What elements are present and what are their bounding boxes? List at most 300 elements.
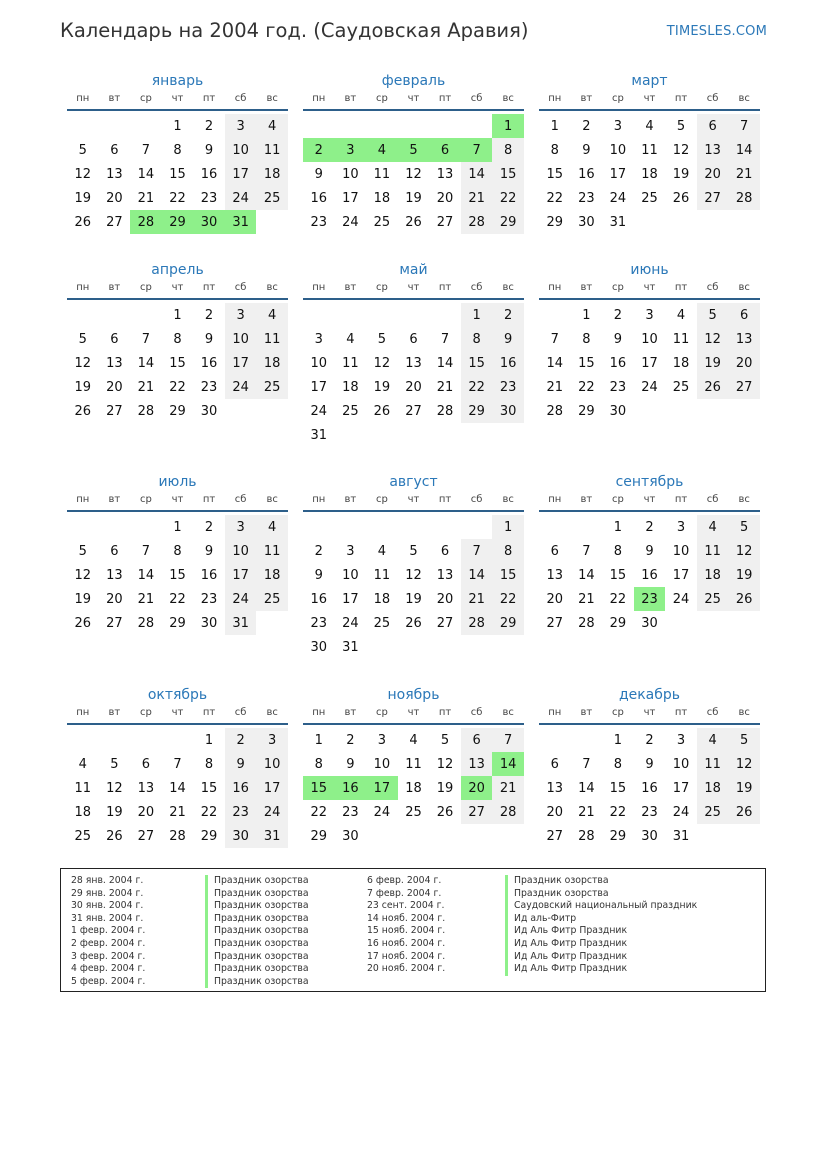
day-cell[interactable]: 22 — [546, 190, 564, 206]
day-cell[interactable]: 22 — [169, 190, 186, 206]
day-cell[interactable]: 19 — [672, 166, 690, 182]
day-cell[interactable]: 18 — [373, 190, 391, 206]
holiday-day-cell[interactable]: 4 — [366, 138, 398, 162]
day-cell[interactable]: 18 — [256, 162, 288, 186]
day-cell[interactable]: 30 — [609, 403, 627, 419]
day-cell[interactable]: 20 — [106, 591, 123, 607]
day-cell[interactable]: 17 — [609, 166, 627, 182]
day-cell[interactable]: 12 — [74, 567, 92, 583]
day-cell[interactable]: 14 — [137, 355, 155, 371]
day-cell[interactable]: 18 — [641, 166, 658, 182]
holiday-day-cell[interactable]: 2 — [303, 138, 335, 162]
day-cell[interactable]: 23 — [492, 375, 524, 399]
day-cell[interactable]: 30 — [578, 214, 595, 230]
day-cell[interactable]: 12 — [405, 567, 422, 583]
day-cell[interactable]: 25 — [256, 587, 288, 611]
day-cell[interactable]: 12 — [405, 166, 422, 182]
day-cell[interactable]: 31 — [672, 828, 690, 844]
day-cell[interactable]: 10 — [342, 166, 359, 182]
day-cell[interactable]: 9 — [204, 331, 214, 347]
day-cell[interactable]: 13 — [546, 567, 564, 583]
day-cell[interactable]: 18 — [256, 351, 288, 375]
day-cell[interactable]: 30 — [641, 615, 658, 631]
day-cell[interactable]: 21 — [461, 587, 493, 611]
day-cell[interactable]: 2 — [225, 728, 257, 752]
day-cell[interactable]: 9 — [225, 752, 257, 776]
day-cell[interactable]: 13 — [106, 355, 123, 371]
day-cell[interactable]: 24 — [225, 186, 257, 210]
day-cell[interactable]: 26 — [728, 800, 760, 824]
day-cell[interactable]: 23 — [200, 190, 218, 206]
day-cell[interactable]: 25 — [672, 379, 690, 395]
day-cell[interactable]: 30 — [342, 828, 359, 844]
day-cell[interactable]: 13 — [728, 327, 760, 351]
day-cell[interactable]: 22 — [609, 591, 627, 607]
holiday-day-cell[interactable]: 23 — [634, 587, 666, 611]
day-cell[interactable]: 9 — [204, 142, 214, 158]
day-cell[interactable]: 12 — [728, 752, 760, 776]
day-cell[interactable]: 30 — [641, 828, 658, 844]
day-cell[interactable]: 20 — [436, 190, 454, 206]
day-cell[interactable]: 23 — [609, 379, 627, 395]
day-cell[interactable]: 1 — [613, 519, 623, 535]
day-cell[interactable]: 14 — [137, 567, 155, 583]
day-cell[interactable]: 31 — [256, 824, 288, 848]
day-cell[interactable]: 5 — [440, 732, 450, 748]
day-cell[interactable]: 21 — [492, 776, 524, 800]
day-cell[interactable]: 3 — [225, 303, 257, 327]
day-cell[interactable]: 10 — [310, 355, 328, 371]
day-cell[interactable]: 8 — [613, 756, 623, 772]
day-cell[interactable]: 5 — [676, 118, 686, 134]
day-cell[interactable]: 2 — [645, 519, 654, 535]
day-cell[interactable]: 11 — [373, 166, 391, 182]
day-cell[interactable]: 17 — [342, 591, 359, 607]
day-cell[interactable]: 7 — [582, 543, 591, 559]
day-cell[interactable]: 17 — [225, 351, 257, 375]
day-cell[interactable]: 8 — [492, 138, 524, 162]
day-cell[interactable]: 28 — [728, 186, 760, 210]
day-cell[interactable]: 4 — [256, 303, 288, 327]
day-cell[interactable]: 5 — [110, 756, 119, 772]
day-cell[interactable]: 21 — [578, 804, 595, 820]
day-cell[interactable]: 30 — [310, 639, 328, 655]
day-cell[interactable]: 29 — [578, 403, 595, 419]
day-cell[interactable]: 8 — [492, 539, 524, 563]
day-cell[interactable]: 30 — [225, 824, 257, 848]
day-cell[interactable]: 27 — [137, 828, 155, 844]
day-cell[interactable]: 10 — [225, 327, 257, 351]
day-cell[interactable]: 29 — [609, 828, 627, 844]
day-cell[interactable]: 26 — [74, 214, 92, 230]
day-cell[interactable]: 30 — [200, 615, 218, 631]
day-cell[interactable]: 24 — [342, 214, 359, 230]
day-cell[interactable]: 15 — [578, 355, 595, 371]
day-cell[interactable]: 16 — [641, 780, 658, 796]
day-cell[interactable]: 12 — [672, 142, 690, 158]
day-cell[interactable]: 3 — [676, 519, 686, 535]
day-cell[interactable]: 16 — [200, 166, 218, 182]
day-cell[interactable]: 16 — [609, 355, 627, 371]
day-cell[interactable]: 8 — [550, 142, 559, 158]
day-cell[interactable]: 16 — [492, 351, 524, 375]
day-cell[interactable]: 23 — [200, 379, 218, 395]
day-cell[interactable]: 29 — [492, 210, 524, 234]
day-cell[interactable]: 23 — [310, 615, 328, 631]
day-cell[interactable]: 31 — [225, 611, 257, 635]
day-cell[interactable]: 27 — [436, 615, 454, 631]
day-cell[interactable]: 12 — [74, 355, 92, 371]
day-cell[interactable]: 1 — [550, 118, 559, 134]
day-cell[interactable]: 28 — [578, 615, 595, 631]
day-cell[interactable]: 2 — [346, 732, 355, 748]
day-cell[interactable]: 15 — [492, 563, 524, 587]
day-cell[interactable]: 10 — [672, 756, 690, 772]
day-cell[interactable]: 5 — [728, 728, 760, 752]
day-cell[interactable]: 20 — [137, 804, 155, 820]
day-cell[interactable]: 17 — [225, 563, 257, 587]
day-cell[interactable]: 17 — [641, 355, 658, 371]
day-cell[interactable]: 22 — [578, 379, 595, 395]
day-cell[interactable]: 25 — [641, 190, 658, 206]
day-cell[interactable]: 8 — [461, 327, 493, 351]
day-cell[interactable]: 10 — [225, 138, 257, 162]
day-cell[interactable]: 6 — [110, 331, 119, 347]
day-cell[interactable]: 19 — [74, 379, 92, 395]
day-cell[interactable]: 28 — [137, 403, 155, 419]
day-cell[interactable]: 4 — [697, 515, 729, 539]
day-cell[interactable]: 24 — [225, 587, 257, 611]
day-cell[interactable]: 2 — [492, 303, 524, 327]
day-cell[interactable]: 5 — [78, 543, 87, 559]
day-cell[interactable]: 11 — [342, 355, 359, 371]
holiday-day-cell[interactable]: 3 — [335, 138, 367, 162]
day-cell[interactable]: 4 — [346, 331, 355, 347]
day-cell[interactable]: 6 — [728, 303, 760, 327]
day-cell[interactable]: 16 — [310, 190, 328, 206]
day-cell[interactable]: 10 — [342, 567, 359, 583]
day-cell[interactable]: 20 — [436, 591, 454, 607]
day-cell[interactable]: 19 — [697, 351, 729, 375]
day-cell[interactable]: 31 — [342, 639, 359, 655]
holiday-day-cell[interactable]: 20 — [461, 776, 493, 800]
day-cell[interactable]: 1 — [314, 732, 323, 748]
holiday-day-cell[interactable]: 17 — [366, 776, 398, 800]
day-cell[interactable]: 11 — [697, 539, 729, 563]
day-cell[interactable]: 27 — [106, 214, 123, 230]
day-cell[interactable]: 4 — [256, 515, 288, 539]
day-cell[interactable]: 3 — [314, 331, 323, 347]
day-cell[interactable]: 24 — [641, 379, 658, 395]
day-cell[interactable]: 11 — [697, 752, 729, 776]
day-cell[interactable]: 4 — [676, 307, 686, 323]
day-cell[interactable]: 20 — [106, 379, 123, 395]
day-cell[interactable]: 17 — [256, 776, 288, 800]
day-cell[interactable]: 18 — [256, 563, 288, 587]
day-cell[interactable]: 29 — [310, 828, 328, 844]
day-cell[interactable]: 12 — [373, 355, 391, 371]
day-cell[interactable]: 4 — [409, 732, 418, 748]
day-cell[interactable]: 4 — [78, 756, 87, 772]
day-cell[interactable]: 8 — [173, 142, 182, 158]
day-cell[interactable]: 13 — [436, 166, 454, 182]
day-cell[interactable]: 19 — [728, 776, 760, 800]
day-cell[interactable]: 5 — [728, 515, 760, 539]
day-cell[interactable]: 9 — [492, 327, 524, 351]
holiday-day-cell[interactable]: 14 — [492, 752, 524, 776]
day-cell[interactable]: 21 — [169, 804, 186, 820]
day-cell[interactable]: 22 — [609, 804, 627, 820]
day-cell[interactable]: 14 — [461, 162, 493, 186]
holiday-day-cell[interactable]: 7 — [461, 138, 493, 162]
day-cell[interactable]: 12 — [697, 327, 729, 351]
day-cell[interactable]: 21 — [546, 379, 564, 395]
day-cell[interactable]: 8 — [314, 756, 323, 772]
day-cell[interactable]: 20 — [405, 379, 422, 395]
day-cell[interactable]: 18 — [342, 379, 359, 395]
day-cell[interactable]: 24 — [256, 800, 288, 824]
day-cell[interactable]: 4 — [256, 114, 288, 138]
day-cell[interactable]: 6 — [110, 543, 119, 559]
day-cell[interactable]: 3 — [377, 732, 387, 748]
day-cell[interactable]: 14 — [578, 567, 595, 583]
day-cell[interactable]: 28 — [137, 615, 155, 631]
day-cell[interactable]: 18 — [405, 780, 422, 796]
day-cell[interactable]: 25 — [342, 403, 359, 419]
day-cell[interactable]: 11 — [256, 138, 288, 162]
day-cell[interactable]: 20 — [728, 351, 760, 375]
day-cell[interactable]: 22 — [492, 587, 524, 611]
day-cell[interactable]: 21 — [137, 379, 155, 395]
day-cell[interactable]: 1 — [492, 515, 524, 539]
day-cell[interactable]: 19 — [373, 379, 391, 395]
day-cell[interactable]: 9 — [613, 331, 623, 347]
day-cell[interactable]: 14 — [436, 355, 454, 371]
day-cell[interactable]: 6 — [697, 114, 729, 138]
day-cell[interactable]: 28 — [546, 403, 564, 419]
day-cell[interactable]: 27 — [106, 615, 123, 631]
day-cell[interactable]: 22 — [169, 379, 186, 395]
day-cell[interactable]: 30 — [492, 399, 524, 423]
day-cell[interactable]: 26 — [373, 403, 391, 419]
day-cell[interactable]: 16 — [641, 567, 658, 583]
day-cell[interactable]: 14 — [728, 138, 760, 162]
day-cell[interactable]: 10 — [641, 331, 658, 347]
day-cell[interactable]: 9 — [645, 543, 654, 559]
day-cell[interactable]: 13 — [436, 567, 454, 583]
day-cell[interactable]: 7 — [141, 331, 151, 347]
day-cell[interactable]: 6 — [440, 543, 450, 559]
site-link[interactable]: TIMESLES.COM — [666, 24, 767, 39]
day-cell[interactable]: 26 — [672, 190, 690, 206]
day-cell[interactable]: 2 — [314, 543, 323, 559]
day-cell[interactable]: 2 — [204, 118, 214, 134]
day-cell[interactable]: 12 — [74, 166, 92, 182]
day-cell[interactable]: 27 — [697, 186, 729, 210]
day-cell[interactable]: 25 — [373, 214, 391, 230]
day-cell[interactable]: 25 — [405, 804, 422, 820]
day-cell[interactable]: 7 — [440, 331, 450, 347]
day-cell[interactable]: 12 — [728, 539, 760, 563]
day-cell[interactable]: 27 — [106, 403, 123, 419]
day-cell[interactable]: 8 — [173, 331, 182, 347]
day-cell[interactable]: 26 — [405, 615, 422, 631]
day-cell[interactable]: 23 — [310, 214, 328, 230]
day-cell[interactable]: 25 — [74, 828, 92, 844]
day-cell[interactable]: 11 — [405, 756, 422, 772]
day-cell[interactable]: 18 — [697, 563, 729, 587]
day-cell[interactable]: 21 — [728, 162, 760, 186]
day-cell[interactable]: 27 — [405, 403, 422, 419]
day-cell[interactable]: 27 — [436, 214, 454, 230]
day-cell[interactable]: 25 — [256, 186, 288, 210]
day-cell[interactable]: 14 — [578, 780, 595, 796]
day-cell[interactable]: 7 — [173, 756, 182, 772]
day-cell[interactable]: 7 — [461, 539, 493, 563]
day-cell[interactable]: 3 — [676, 732, 686, 748]
day-cell[interactable]: 21 — [137, 591, 155, 607]
day-cell[interactable]: 7 — [550, 331, 559, 347]
day-cell[interactable]: 16 — [200, 567, 218, 583]
day-cell[interactable]: 29 — [461, 399, 493, 423]
holiday-day-cell[interactable]: 29 — [162, 210, 194, 234]
day-cell[interactable]: 29 — [169, 403, 186, 419]
day-cell[interactable]: 22 — [461, 375, 493, 399]
day-cell[interactable]: 24 — [373, 804, 391, 820]
day-cell[interactable]: 10 — [256, 752, 288, 776]
day-cell[interactable]: 22 — [200, 804, 218, 820]
day-cell[interactable]: 15 — [461, 351, 493, 375]
day-cell[interactable]: 19 — [728, 563, 760, 587]
day-cell[interactable]: 21 — [578, 591, 595, 607]
holiday-day-cell[interactable]: 5 — [398, 138, 430, 162]
day-cell[interactable]: 28 — [461, 611, 493, 635]
day-cell[interactable]: 24 — [672, 591, 690, 607]
day-cell[interactable]: 17 — [342, 190, 359, 206]
day-cell[interactable]: 19 — [106, 804, 123, 820]
day-cell[interactable]: 15 — [546, 166, 564, 182]
day-cell[interactable]: 7 — [141, 543, 151, 559]
day-cell[interactable]: 13 — [106, 166, 123, 182]
day-cell[interactable]: 3 — [256, 728, 288, 752]
day-cell[interactable]: 15 — [609, 567, 627, 583]
day-cell[interactable]: 14 — [546, 355, 564, 371]
day-cell[interactable]: 31 — [609, 214, 627, 230]
holiday-day-cell[interactable]: 1 — [492, 114, 524, 138]
day-cell[interactable]: 11 — [641, 142, 658, 158]
day-cell[interactable]: 24 — [225, 375, 257, 399]
day-cell[interactable]: 13 — [697, 138, 729, 162]
day-cell[interactable]: 1 — [204, 732, 214, 748]
day-cell[interactable]: 13 — [461, 752, 493, 776]
day-cell[interactable]: 18 — [697, 776, 729, 800]
day-cell[interactable]: 10 — [672, 543, 690, 559]
day-cell[interactable]: 27 — [546, 828, 564, 844]
day-cell[interactable]: 18 — [74, 804, 92, 820]
day-cell[interactable]: 14 — [461, 563, 493, 587]
day-cell[interactable]: 27 — [461, 800, 493, 824]
day-cell[interactable]: 15 — [169, 166, 186, 182]
day-cell[interactable]: 9 — [204, 543, 214, 559]
day-cell[interactable]: 21 — [137, 190, 155, 206]
day-cell[interactable]: 16 — [310, 591, 328, 607]
day-cell[interactable]: 14 — [169, 780, 186, 796]
day-cell[interactable]: 19 — [74, 190, 92, 206]
day-cell[interactable]: 16 — [225, 776, 257, 800]
day-cell[interactable]: 22 — [492, 186, 524, 210]
day-cell[interactable]: 2 — [204, 307, 214, 323]
holiday-day-cell[interactable]: 28 — [130, 210, 162, 234]
day-cell[interactable]: 13 — [137, 780, 155, 796]
day-cell[interactable]: 25 — [256, 375, 288, 399]
day-cell[interactable]: 26 — [728, 587, 760, 611]
day-cell[interactable]: 1 — [613, 732, 623, 748]
day-cell[interactable]: 28 — [492, 800, 524, 824]
day-cell[interactable]: 1 — [582, 307, 591, 323]
day-cell[interactable]: 8 — [613, 543, 623, 559]
day-cell[interactable]: 11 — [672, 331, 690, 347]
day-cell[interactable]: 19 — [436, 780, 454, 796]
holiday-day-cell[interactable]: 16 — [335, 776, 367, 800]
day-cell[interactable]: 1 — [173, 118, 182, 134]
day-cell[interactable]: 23 — [578, 190, 595, 206]
day-cell[interactable]: 17 — [225, 162, 257, 186]
day-cell[interactable]: 5 — [78, 142, 87, 158]
day-cell[interactable]: 24 — [672, 804, 690, 820]
day-cell[interactable]: 6 — [141, 756, 151, 772]
day-cell[interactable]: 28 — [461, 210, 493, 234]
day-cell[interactable]: 20 — [106, 190, 123, 206]
holiday-day-cell[interactable]: 30 — [193, 210, 225, 234]
day-cell[interactable]: 2 — [204, 519, 214, 535]
day-cell[interactable]: 26 — [106, 828, 123, 844]
day-cell[interactable]: 5 — [78, 331, 87, 347]
day-cell[interactable]: 21 — [461, 186, 493, 210]
day-cell[interactable]: 3 — [645, 307, 654, 323]
day-cell[interactable]: 19 — [405, 591, 422, 607]
day-cell[interactable]: 6 — [550, 543, 559, 559]
day-cell[interactable]: 26 — [74, 615, 92, 631]
day-cell[interactable]: 25 — [697, 800, 729, 824]
day-cell[interactable]: 29 — [169, 615, 186, 631]
day-cell[interactable]: 3 — [225, 114, 257, 138]
day-cell[interactable]: 6 — [550, 756, 559, 772]
day-cell[interactable]: 20 — [546, 804, 564, 820]
day-cell[interactable]: 19 — [405, 190, 422, 206]
day-cell[interactable]: 3 — [613, 118, 623, 134]
day-cell[interactable]: 6 — [110, 142, 119, 158]
day-cell[interactable]: 26 — [405, 214, 422, 230]
day-cell[interactable]: 11 — [74, 780, 92, 796]
holiday-day-cell[interactable]: 6 — [429, 138, 461, 162]
day-cell[interactable]: 21 — [436, 379, 454, 395]
day-cell[interactable]: 6 — [461, 728, 493, 752]
day-cell[interactable]: 4 — [377, 543, 387, 559]
day-cell[interactable]: 4 — [645, 118, 654, 134]
day-cell[interactable]: 16 — [200, 355, 218, 371]
day-cell[interactable]: 1 — [173, 307, 182, 323]
day-cell[interactable]: 28 — [436, 403, 454, 419]
day-cell[interactable]: 7 — [492, 728, 524, 752]
day-cell[interactable]: 22 — [169, 591, 186, 607]
day-cell[interactable]: 25 — [697, 587, 729, 611]
day-cell[interactable]: 24 — [310, 403, 328, 419]
day-cell[interactable]: 11 — [256, 539, 288, 563]
day-cell[interactable]: 3 — [346, 543, 355, 559]
day-cell[interactable]: 25 — [373, 615, 391, 631]
day-cell[interactable]: 17 — [310, 379, 328, 395]
day-cell[interactable]: 12 — [436, 756, 454, 772]
